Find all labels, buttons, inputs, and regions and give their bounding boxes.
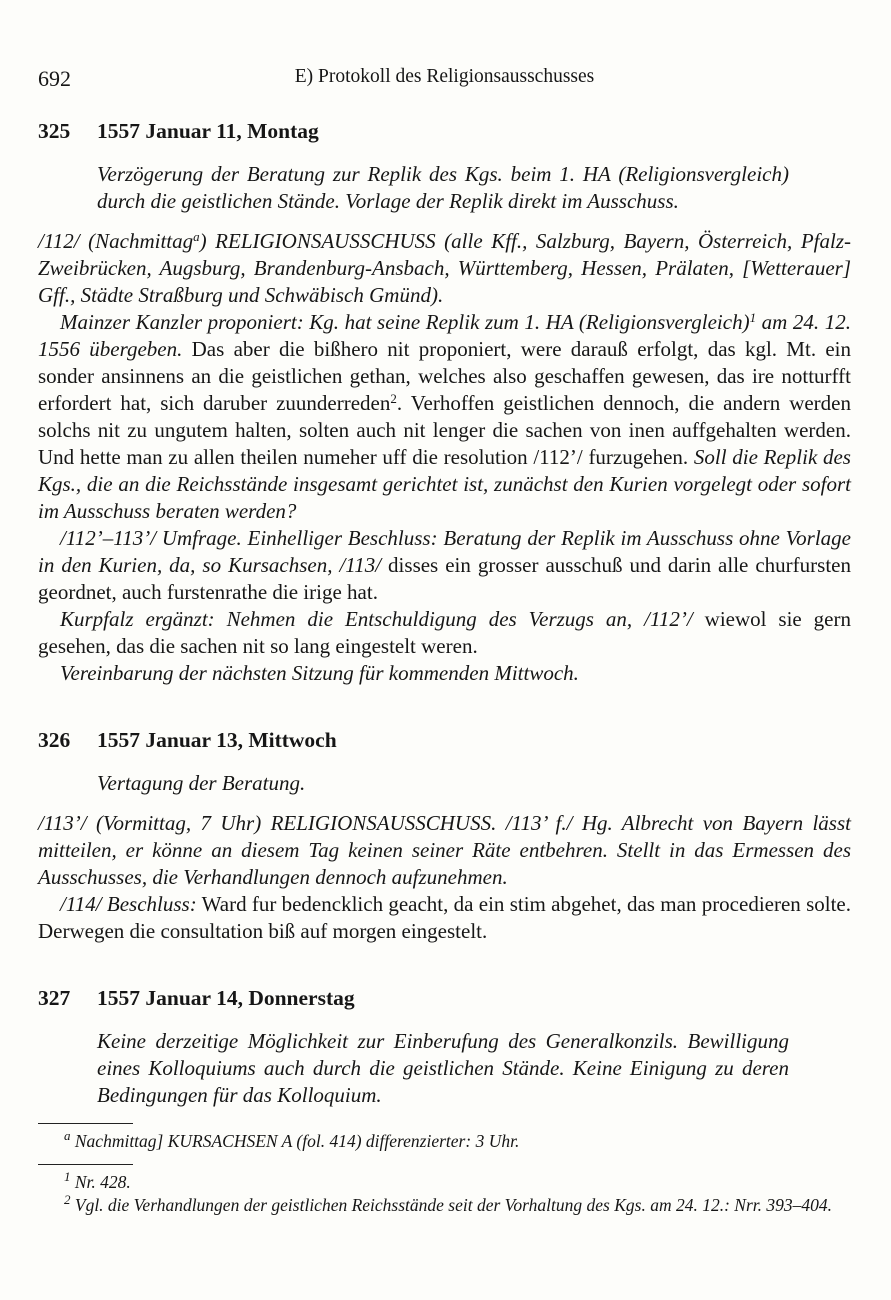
body-paragraph: Vereinbarung der nächsten Sitzung für kommenden Mittwoch.: [60, 661, 579, 685]
footnote-rule: [38, 1164, 133, 1165]
entry-number: 325: [38, 119, 71, 143]
entry-body: [38, 228, 851, 687]
body-paragraph: Kurpfalz ergänzt: Nehmen die Entschuldigung des Verzugs an, /112’/ wiewol sie gern gesehen, das die sachen nit so lang eingestelt weren.: [38, 607, 851, 658]
entry-heading: [38, 985, 851, 1012]
footnote: $^1$ Nr. 428.: [64, 1169, 131, 1192]
footnote-area: [38, 1123, 851, 1217]
entry-date: 1557 Januar 13, Mittwoch: [97, 728, 337, 752]
entry-heading: [38, 727, 851, 754]
entry-date: 1557 Januar 14, Donnerstag: [97, 986, 355, 1010]
entry-327: [38, 985, 851, 1109]
apparatus-rule: [38, 1123, 133, 1124]
running-head: E) Protokoll des Religionsausschusses: [294, 66, 595, 87]
apparatus-footnote: $^a$ Nachmittag] KURSACHSEN A (fol. 414) differenzierter: 3 Uhr.: [64, 1128, 520, 1151]
footnote: $^2$ Vgl. die Verhandlungen der geistlichen Reichsstände seit der Vorhaltung des Kgs. am 24. 12.: Nrr. 393–404.: [64, 1192, 833, 1215]
body-paragraph: Mainzer Kanzler proponiert: Kg. hat seine Replik zum 1. HA (Religionsvergleich)$^1$ am 24. 12. 1556 übergeben. Das aber die bißhero nit proponiert, were darauß erfolgt, das kgl. Mt. ein sonder ansinnens an die geistlichen gethan, welches also geschaffen gewesen, das ire notturfft erfordert hat, sich daruber zuunderreden$^2$. Verhoffen geistlichen dennoch, die andern werden solchs nit zu ungutem halten, solten auch nit lenger die sachen von inen auffgehalten werden. Und hette man zu allen theilen numeher uff die resolution /112’/ furzugehen. Soll die Replik des Kgs., die an die Reichsstände insgesamt gerichtet ist, zunächst den Kurien vorgelegt oder sofort im Ausschuss beraten werden?: [38, 310, 851, 523]
entry-325: [38, 118, 851, 687]
body-paragraph: /113’/ (Vormittag, 7 Uhr) RELIGIONSAUSSCHUSS. /113’ f./ Hg. Albrecht von Bayern lässt mitteilen, er könne an diesem Tag keinen seiner Räte entbehren. Stellt in das Ermessen des Ausschusses, die Verhandlungen dennoch aufzunehmen.: [38, 811, 851, 889]
entry-summary: Keine derzeitige Möglichkeit zur Einberufung des Generalkonzils. Bewilligung eines Kolloquiums auch durch die geistlichen Stände. Keine Einigung zu deren Bedingungen für das Kolloquium.: [97, 1029, 789, 1107]
entry-body: [38, 810, 851, 945]
entry-summary: Verzögerung der Beratung zur Replik des Kgs. beim 1. HA (Religionsvergleich) durch die geistlichen Stände. Vorlage der Replik direkt im Ausschuss.: [97, 162, 789, 213]
entry-326: [38, 727, 851, 945]
body-paragraph: /112/ (Nachmittag$^a$) RELIGIONSAUSSCHUSS (alle Kff., Salzburg, Bayern, Österreich, Pfalz-Zweibrücken, Augsburg, Brandenburg-Ansbach, Württemberg, Hessen, Prälaten, [Wetterauer] Gff., Städte Straßburg und Schwäbisch Gmünd).: [38, 229, 851, 307]
page-number: 692: [38, 66, 71, 91]
entry-heading: [38, 118, 851, 145]
running-header: [38, 66, 851, 94]
entry-date: 1557 Januar 11, Montag: [97, 119, 319, 143]
body-paragraph: /114/ Beschluss: Ward fur bedencklich geacht, da ein stim abgehet, das man procedieren solte. Derwegen die consultation biß auf morgen eingestelt.: [38, 892, 851, 943]
body-paragraph: /112’–113’/ Umfrage. Einhelliger Beschluss: Beratung der Replik im Ausschuss ohne Vorlage in den Kurien, da, so Kursachsen, /113/ disses ein grosser ausschuß und darin alle churfursten geordnet, auch furstenrathe die irige hat.: [38, 526, 851, 604]
entry-number: 326: [38, 728, 71, 752]
entry-summary: Vertagung der Beratung.: [97, 771, 306, 795]
entry-number: 327: [38, 986, 71, 1010]
